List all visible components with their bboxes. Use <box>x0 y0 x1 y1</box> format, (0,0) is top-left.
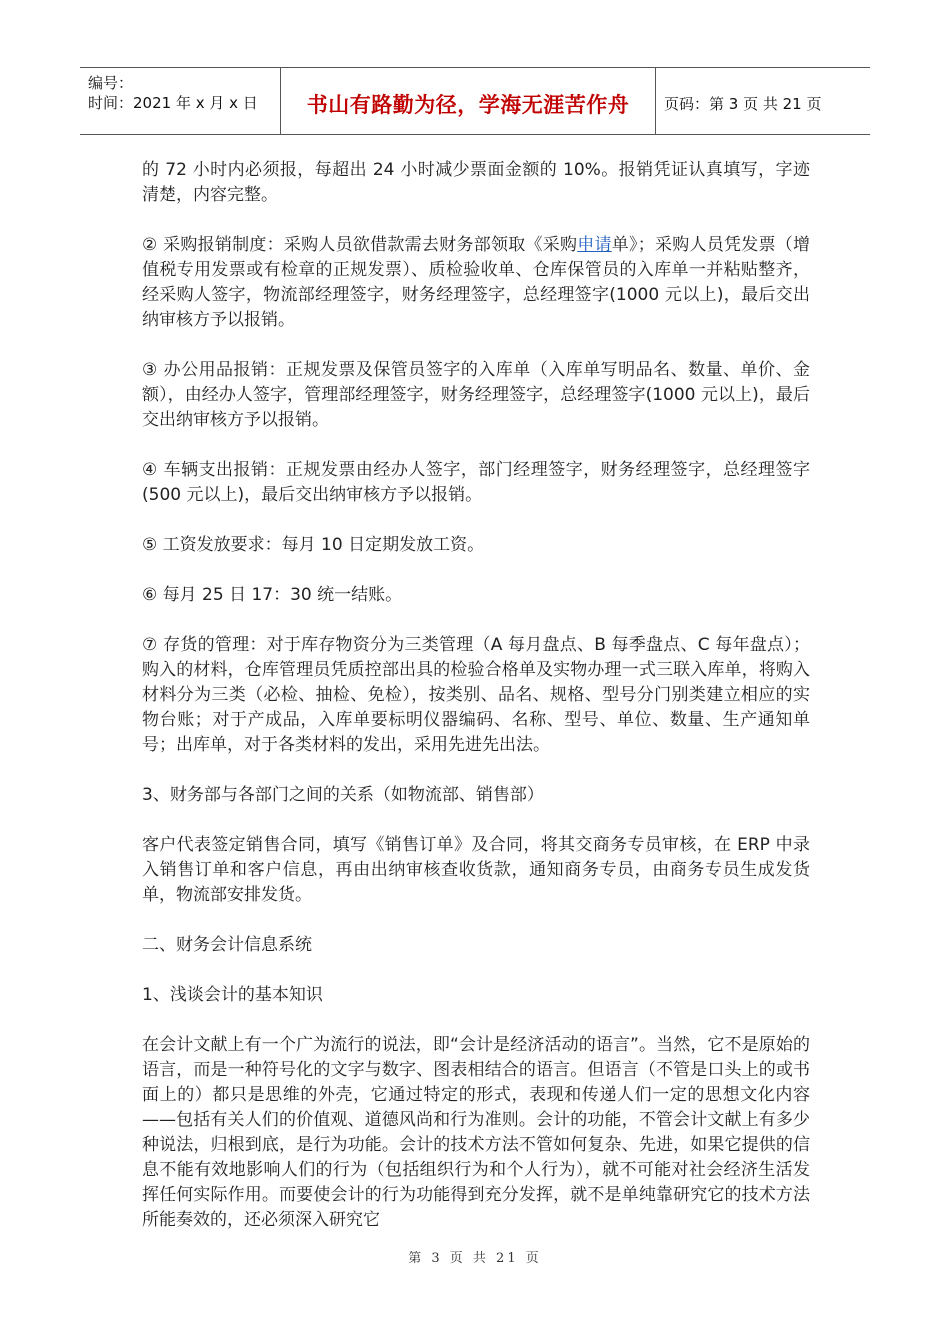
paragraph-text: 单》；采购人员凭发票（增值税专用发票或有检章的正规发票）、质检验收单、仓库保管员的入库单一并粘贴整齐，经采购人签字，物流部经理签字，财务经理签字，总经理签字(1000 元以上)，最后交出纳审核方予以报销。 <box>142 235 811 330</box>
section-heading-accounting-basics: 1、浅谈会计的基本知识 <box>142 985 323 1005</box>
header-motto: 书山有路勤为径，学海无涯苦作舟 <box>306 92 630 117</box>
paragraph-closing: ⑥ 每月 25 日 17：30 统一结账。 <box>142 585 403 605</box>
paragraph-text: ② 采购报销制度：采购人员欲借款需去财务部领取《采购 <box>142 235 578 255</box>
paragraph-inventory: ⑦ 存货的管理：对于库存物资分为三类管理（A 每月盘点、B 每季盘点、C 每年盘点）；购入的材料，仓库管理员凭质控部出具的检验合格单及实物办理一式三联入库单，将购入材料分为三类（必检、抽检、免检），按类别、品名、规格、型号分门别类建立相应的实物台账；对于产成品，入库单要标明仪器编码、名称、型号、单位、数量、生产通知单号；出库单，对于各类材料的发出，采用先进先出法。 <box>142 635 810 755</box>
paragraph-office-supplies: ③ 办公用品报销：正规发票及保管员签字的入库单（入库单写明品名、数量、单价、金额），由经办人签字，管理部经理签字，财务经理签字，总经理签字(1000 元以上)，最后交出纳审核方予以报销。 <box>142 360 810 430</box>
paragraph-purchase-reimbursement <box>142 233 810 333</box>
section-heading-relations: 3、财务部与各部门之间的关系（如物流部、销售部） <box>142 785 544 805</box>
paragraph-vehicle-expenses: ④ 车辆支出报销：正规发票由经办人签字，部门经理签字，财务经理签字，总经理签字(500 元以上)，最后交出纳审核方予以报销。 <box>142 460 810 505</box>
header-page-info: 页码：第 3 页 共 21 页 <box>664 94 822 113</box>
paragraph-accounting-language: 在会计文献上有一个广为流行的说法，即“会计是经济活动的语言”。当然，它不是原始的语言，而是一种符号化的文字与数字、图表相结合的语言。但语言（不管是口头上的或书面上的）都只是思维的外壳，它通过特定的形式，表现和传递人们一定的思想文化内容——包括有关人们的价值观、道德风尚和行为准则。会计的功能，不管会计文献上有多少种说法，归根到底，是行为功能。会计的技术方法不管如何复杂、先进，如果它提供的信息不能有效地影响人们的行为（包括组织行为和个人行为），就不可能对社会经济生活发挥任何实际作用。而要使会计的行为功能得到充分发挥，就不是单纯靠研究它的技术方法所能奏效的，还必须深入研究它 <box>142 1035 810 1230</box>
paragraph-reimbursement-deadline: 的 72 小时内必须报，每超出 24 小时减少票面金额的 10%。报销凭证认真填写，字迹清楚，内容完整。 <box>142 160 810 205</box>
document-body <box>142 158 810 1258</box>
doc-number-label: 编号： <box>88 74 134 92</box>
paragraph-salary: ⑤ 工资发放要求：每月 10 日定期发放工资。 <box>142 535 485 555</box>
header-meta <box>80 68 281 134</box>
paragraph-sales-flow: 客户代表签定销售合同，填写《销售订单》及合同，将其交商务专员审核，在 ERP 中录入销售订单和客户信息，再由出纳审核查收货款，通知商务专员，由商务专员生成发货单，物流部安排发货。 <box>142 835 810 905</box>
section-heading-accounting-system: 二、财务会计信息系统 <box>142 935 312 955</box>
header-motto-cell <box>281 68 656 134</box>
hyperlink-application[interactable]: 申请 <box>577 235 612 255</box>
doc-date-label: 时间：2021 年 x 月 x 日 <box>88 94 258 112</box>
page-footer: 第 3 页 共 21 页 <box>408 1251 542 1266</box>
page-header <box>80 67 870 135</box>
